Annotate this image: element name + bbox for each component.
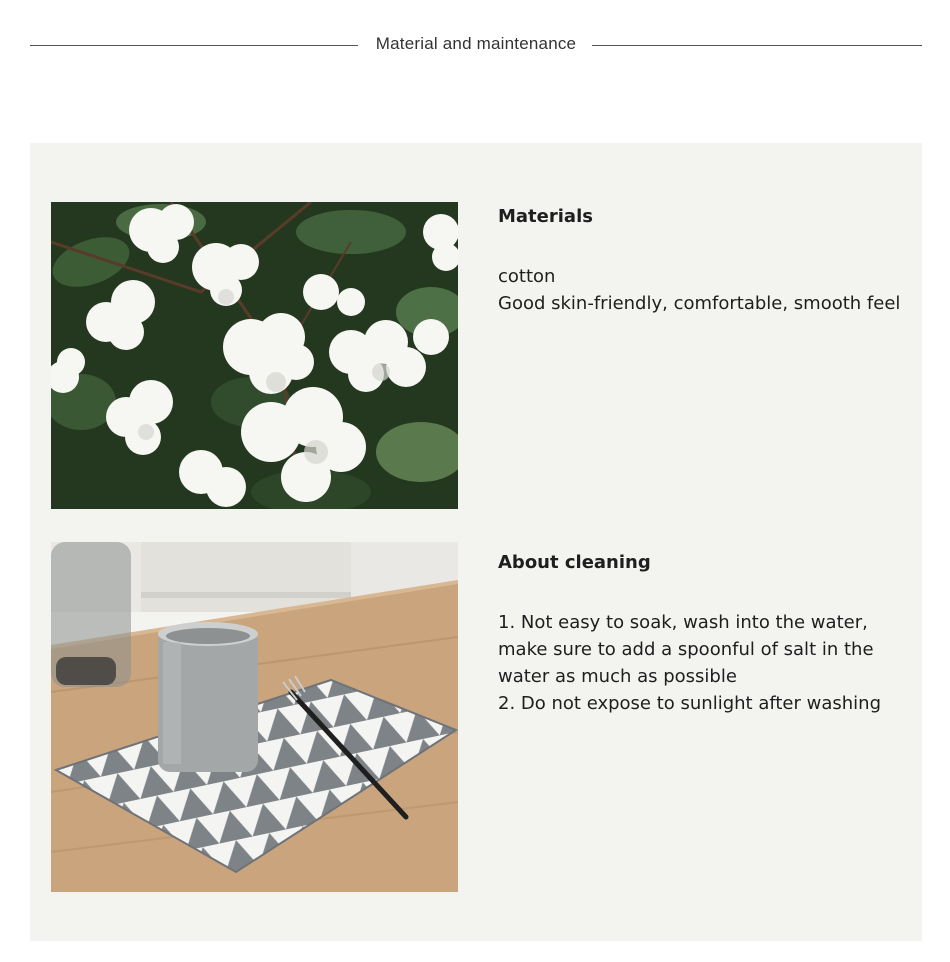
- section-heading: [30, 30, 922, 60]
- materials-line: Good skin-friendly, comfortable, smooth feel: [498, 293, 901, 314]
- materials-section: [498, 205, 918, 317]
- heading-divider-left: [30, 45, 358, 46]
- placemat-photo: [51, 542, 458, 892]
- cotton-photo: [51, 202, 458, 509]
- cleaning-section: [498, 551, 918, 717]
- materials-title: Materials: [498, 206, 593, 227]
- materials-description: [498, 263, 918, 317]
- cleaning-line: water as much as possible: [498, 666, 737, 687]
- cleaning-line: 1. Not easy to soak, wash into the water,: [498, 612, 868, 633]
- content-panel: [30, 143, 922, 941]
- cleaning-line: make sure to add a spoonful of salt in the: [498, 639, 874, 660]
- cleaning-line: 2. Do not expose to sunlight after washing: [498, 693, 881, 714]
- cleaning-title: About cleaning: [498, 552, 651, 573]
- materials-line: cotton: [498, 266, 556, 287]
- section-title: Material and maintenance: [375, 34, 577, 53]
- heading-divider-right: [592, 45, 922, 46]
- cleaning-instructions: [498, 609, 918, 717]
